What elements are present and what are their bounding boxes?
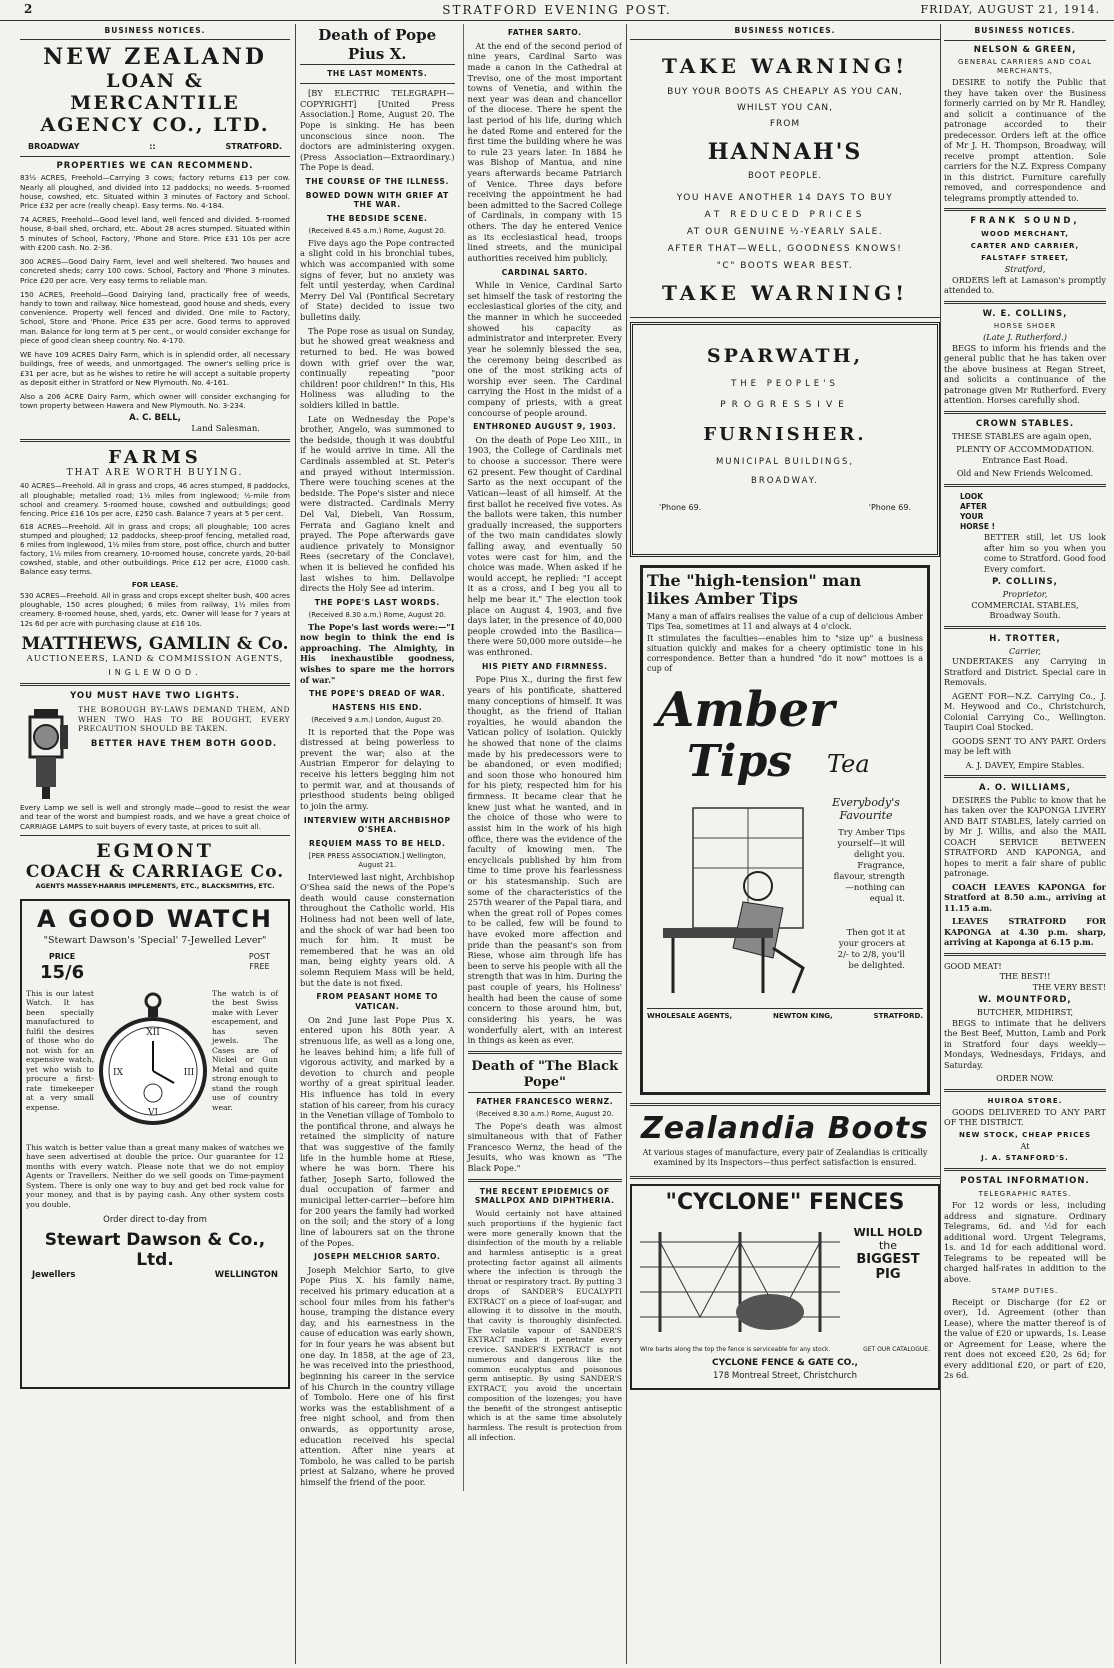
postal-sub: TELEGRAPHIC RATES. [978,1190,1072,1199]
notice-sub: WOOD MERCHANT, [981,230,1069,239]
sparwath-name: SPARWATH, [706,345,864,368]
story-subhead: FATHER SARTO. [507,28,582,37]
footer-left: WHOLESALE AGENTS, [647,1011,733,1020]
notice-line: COMMERCIAL STABLES, [971,599,1079,610]
sparwath-phones [639,503,931,513]
amber-try: Try Amber Tips yourself—it will delight you. Fragrance, flavour, strength—nothing can equal it. [833,827,905,905]
sale-line: "C" BOOTS WEAR BEST. [716,260,854,271]
section-heading: BUSINESS NOTICES. [974,26,1076,35]
postal-heading: POSTAL INFORMATION. [960,1176,1090,1187]
svg-text:XII: XII [146,1027,160,1038]
amber-text: It stimulates the faculties—enables him to "size up" a business situation quickly and makes for a cheery optimistic tone in his correspondence. Better than a hundred "do it now" mottoes is a cup of [647,633,923,673]
story-subhead: INTERVIEW WITH ARCHBISHOP O'SHEA. [303,815,451,835]
ad-subheading: PROPERTIES WE CAN RECOMMEND. [56,161,254,172]
amber-text: Many a man of affairs realises the value of a cup of delicious Amber Tips Tea, sometimes at 11 and always at 4 o'clock. [647,611,923,631]
notice-body: DESIRES the Public to know that he has taken over the KAPONGA LIVERY AND BAIT STABLES, lately carried on by Mr J. Willis, and also the MAIL COACH SERVICE BETWEEN STRATFORD AND KAPONGA, and hopes to merit a fair share of public patronage. [944,794,1106,879]
farm-item: 40 ACRES—Freehold. All in grass and crops, 46 acres stumped, 8 paddocks, all ploughable; metalled road; 1½ miles from Inglewood; ½-mile from school and creamery. 5-roomed house, cowshed and outbuildings; good fencing. Price £16 10s per acre, £250 cash. Balance 7 years at 5 per cent. [20,481,290,518]
divider [468,1179,623,1182]
notice-line: ORDER NOW. [996,1073,1054,1084]
amber-illustration-area [647,678,923,1008]
column-3-ads [630,24,940,1664]
story-subhead: THE POPE'S DREAD OF WAR. [309,689,446,699]
story-dateline: (Received 8.45 a.m.) Rome, August 20. [308,226,446,235]
divider [944,484,1106,487]
story-paragraph: The Pope rose as usual on Sunday, but he showed great weakness and returned to bed. He was bowed down with grief over the war, continually repeating "poor children! poor children!" In this, His Holiness was alluding to the soldiers killed in battle. [300,325,455,410]
divider [944,1089,1106,1092]
notice-line: Carrier, [1008,645,1042,656]
story-dateline: [PER PRESS ASSOCIATION.] Wellington, August 21. [308,851,446,869]
ad-subtitle: THAT ARE WORTH BUYING. [66,468,244,479]
story-subhead: THE COURSE OF THE ILLNESS. [305,176,449,186]
story-paragraph: Would certainly not have attained such proportions if the hygienic fact were more generally known that the disinfection of the mouth by a reliable and harmless antiseptic is a great protecting factor against all ailments where the infection is through the throat or respiratory tract. By putting 3 drops of SANDER'S EUCALYPTI EXTRACT on a piece of loaf-sugar, and allowing it to dissolve in the mouth, that cavity is thoroughly disinfected. The volatile vapour of SANDER'S EXTRACT makes it penetrate every crevice. SANDER'S EXTRACT is not numerous and dangerous like the common eucalyptus and poisonous germ antiseptic. By using SANDER'S EXTRACT, you avoid the uncertain composition of the lozenges; you have the benefit of the strongest antiseptic which is at the same time absolutely harmless. The result is protection from all infection. [467,1209,622,1442]
free-label: FREE [249,961,270,971]
notice-line: THE VERY BEST! [1032,981,1106,992]
divider [20,156,290,157]
look-line: AFTER [960,501,987,511]
notice-line: J. A. STANFORD'S. [981,1154,1069,1163]
notice-sub: HORSE SHOER [993,322,1057,331]
amber-headline-line: likes Amber Tips [647,589,798,609]
notice-line: THE BEST!! [999,971,1051,982]
sparwath-line: MUNICIPAL BUILDINGS, [715,456,855,467]
notice-name: CROWN STABLES. [975,418,1075,429]
notice-body: DESIRE to notify the Public that they have taken over the Business formerly carried on by Mr R. Handley, and solicit a continuance of the patronage accorded to their predecessor. Orders left at the office of Mr J. H. Thompson, Broadway, will receive prompt attention. Sole carriers for the N.Z. Express Company in this district. Furniture carefully removed, and correspondence and telegrams promptly attended to. [944,77,1106,203]
story-subhead: THE LAST MOMENTS. [327,69,428,79]
notice-body: THESE STABLES are again open, [952,430,1092,441]
story-subhead: THE BEDSIDE SCENE. [326,214,428,224]
ad-title-line: AGENCY CO., LTD. [40,114,270,136]
divider [20,39,290,40]
notice-line: Entrance East Road. [982,454,1068,465]
slogan-line: the [878,1238,898,1252]
phone-right: 'Phone 69. [868,502,911,512]
sale-line: AT OUR GENUINE ½-YEARLY SALE. [686,226,884,237]
notice-sub: (Late J. Rutherford.) [983,332,1067,343]
farms-ad [20,447,290,627]
warn-line: WHILST YOU CAN, [737,103,833,114]
warn-title-2: TAKE WARNING! [662,281,908,306]
story-subhead: BOWED DOWN WITH GRIEF AT THE WAR. [305,190,449,210]
cyclone-address: 178 Montreal Street, Christchurch [713,1370,857,1381]
cyclone-note: Wire barbs along the top the fence is serviceable for any stock. [640,1345,831,1353]
story-headline: Death of "The Black Pope" [468,1059,623,1093]
ad-address [28,142,282,152]
hannahs-name: HANNAH'S [707,138,863,165]
fav-line: Favourite [839,808,893,822]
property-item: 300 ACRES—Good Dairy Farm, level and well sheltered. Two houses and concreted sheds; carry 100 cows. School, Factory and 'Phone 3 minutes. Price £20 per acre. Very easy terms to reliable man. [20,257,290,285]
zealandia-ad [630,1111,940,1171]
divider [944,1168,1106,1171]
matthews-sub: AUCTIONEERS, LAND & COMMISSION AGENTS, [26,653,284,664]
watch-body-text: This watch is better value than a great many makes of watches we have seen advertised at double the price. Our guarantee for 12 months with every watch. Please note that we do not employ Agents or Travellers. Neither do we sell goods on Time-payment System. There is only one way to buy and get bed rock value for your money, and that is by paying cash. Any other system costs you double. [26,1142,284,1209]
notice-name: W. MOUNTFORD, [978,995,1072,1006]
jewellers-label: Jewellers [32,1270,76,1281]
egmont-sub: COACH & CARRIAGE Co. [25,862,285,883]
warn-title: TAKE WARNING! [662,54,908,78]
ad-title-line: LOAN & MERCANTILE [70,70,240,114]
pocket-watch-illustration [98,989,208,1139]
story-paragraph: Pope Pius X., during the first few years of his pontificate, shattered many conceptions of himself. It was thought, as the friend of Italian royalties, he would abandon the Vatican policy of isolation. Quickly he showed that none of the claims made by his predecessors were to be abandoned, or even modified; and soon those who honoured him for his piety, respected him for his firmness. It became clear that he knew just what he wanted, and in the choice of those who were to assist him in the work of his high office, there was the evidence of the faculty of knowing men. The encyclicals published by him from time to time prove his fearlessness or his statesmanship. Such are some of the characteristics of the 257th wearer of the Papal tiara, and when the great roll of Popes comes to be called, few will be found to have evoked more affection and pride than the peasant's son from Riese, whose aim through life has been to serve his people with all the strength that was in him. During the past couple of years, his Holiness' health had been the cause of some concern to those around him, but, considering his years, he was wonderfully alert, with an interest in things as keen as ever. [467,674,622,1046]
cyclone-firm: CYCLONE FENCE & GATE CO., [712,1357,858,1368]
notice-sub: Stratford, [1004,264,1046,275]
amber-footer [647,1008,923,1021]
lamps-text: THE BOROUGH BY-LAWS DEMAND THEM, AND WHEN TWO HAS TO BE BOUGHT, EVERY PRECAUTION SHOULD BE TAKEN. [78,705,290,733]
section-heading: BUSINESS NOTICES. [734,26,836,35]
ad-heading: YOU MUST HAVE TWO LIGHTS. [70,691,240,702]
story-paragraph: The Pope's last words were:—"I now begin to think the end is approaching. The Almighty, in His inexhaustible goodness, wishes to spare me the horrors of war." [300,621,455,685]
svg-text:III: III [183,1067,195,1078]
amber-brand-tips: Tips [687,735,792,787]
fav-line: Everybody's [832,795,900,809]
story-dateline: (Received 8.30 a.m.) Rome, August 20. [476,1109,614,1118]
divider [944,40,1106,41]
column-rule [295,24,296,1664]
column-1 [20,24,290,1664]
firm-town: WELLINGTON [214,1270,278,1281]
price-value: 15/6 [40,961,85,983]
property-item: Also a 206 ACRE Dairy Farm, which owner will consider exchanging for town property between Hawera and New Plymouth. No. 3-234. [20,391,290,411]
notice-body: GOODS SENT TO ANY PART. Orders may be left with [944,735,1106,757]
lamps-ad [20,691,290,891]
story-subhead: HASTENS HIS END. [332,702,423,712]
look-line: HORSE ! [960,522,995,532]
story-headline: Death of Pope Pius X. [300,26,455,65]
lamps-sub: BETTER HAVE THEM BOTH GOOD. [90,739,278,750]
story-subhead: REQUIEM MASS TO BE HELD. [309,838,446,848]
story-paragraph: Joseph Melchior Sarto, to give Pope Pius X. his family name, received his primary education at a school four miles from his father's house, tramping the distance every day, and his earnestness in the cause of education was early shown, for in four years he was absent but one day. In 1858, at the age of 23, he was received into the priesthood, beginning his career in the service of his Church in the country village of Tombolo. Here one of his first works was the establishment of a free night school, and from then onwards, as opportunity arose, education received his special attention. After nine years at Tombolo, he was called to be parish priest at Salzano, where he proved himself the friend of the poor. [300,1264,455,1488]
notice-body: GOODS DELIVERED TO ANY PART OF THE DISTRICT. [944,1106,1106,1128]
property-item: 150 ACRES, Freehold—Good Dairying land, practically free of weeds, handy to town and railway. Nice homestead, good house and sheds, every convenience. Property well fenced and divided. One mile to Factory, School, Store and 'Phone. Price £35 per acre. Good terms to approved man. Balance for long term at 5 per cent., or would consider exchange for piece of good clean sheep country. No. 4-170. [20,289,290,345]
story-subhead: THE RECENT EPIDEMICS OF SMALLPOX AND DIPHTHERIA. [474,1186,615,1206]
fence-illustration [640,1222,840,1342]
notice-name: P. COLLINS, [992,577,1058,588]
firm-footer [26,1270,284,1281]
ad-title: FARMS [108,447,202,469]
price-label: PRICE [48,951,76,961]
slogan-line: PIG [875,1266,901,1282]
signatory: A. C. BELL, [129,413,181,424]
notice-sub: FALSTAFF STREET, [981,254,1069,263]
divider [20,835,290,836]
divider [944,953,1106,956]
watch-left-text: This is our latest Watch. It has been specially manufactured to fulfil the desires of those who do not wish for an expensive watch, yet who wish to procure a first-rate timekeeper at a very small expense. [26,988,94,1112]
story-dateline: (Received 8.30 a.m.) Rome, August 20. [308,610,446,619]
carriage-lamp-illustration [20,705,72,801]
notice-name: A. O. WILLIAMS, [978,783,1072,794]
look-block [944,492,1106,533]
amber-get: Then got it at your grocers at 2/- to 2/8, you'll be delighted. [837,927,905,971]
notice-line: Broadway South. [989,610,1061,621]
look-line: LOOK [960,491,984,501]
zealandia-title: Zealandia Boots [641,1111,929,1147]
amber-favourite [827,796,905,822]
egmont-title: EGMONT [96,840,214,863]
divider [944,208,1106,211]
warn-text [630,84,940,133]
post-label: POST [248,951,270,961]
story-paragraph: The Pope's death was almost simultaneous with that of Father Francesco Wernz, the head of the Jesuits, who was known as "The Black Pope." [467,1120,622,1174]
divider [20,683,290,686]
news-subcolumn-a [300,24,455,1491]
sale-line: AT REDUCED PRICES [704,209,866,220]
matthews-name: MATTHEWS, GAMLIN & Co. [21,633,289,654]
sparwath-line: PROGRESSIVE [720,400,850,411]
slogan-line: BIGGEST [856,1251,920,1267]
farm-list [20,481,290,627]
masthead [0,0,1114,21]
signatory-title: Land Salesman. [191,424,260,435]
cyclone-slogan [848,1226,928,1282]
divider [300,83,455,84]
story-paragraph: It is reported that the Pope was distressed at being powerless to prevent the war; also at the Austrian Emperor for delaying to receive his letters begging him not to permit war, and at thousands of priesthood students being obliged to join the army. [300,726,455,811]
property-item: WE have 109 ACRES Dairy Farm, which is in splendid order, all necessary buildings, free of weeds, and unmortgaged. The owner's selling price is £31 per acre, but as he wishes to retire he will accept a suitable property as deposit either in Stratford or New Plymouth. No. 4-161. [20,350,290,387]
sale-text [630,190,940,275]
notice-body: Receipt or Discharge (for £2 or over), 1d. Agreement (other than Lease), where the matter thereof is of the value of £20 or upwards, 1s. Lease or Agreement for Lease, where the rent does not exceed £20, 2s 6d; for every additional £20, or part of £20, 2s 6d. [944,1296,1106,1381]
hannahs-ad [630,44,940,313]
notice-line: At [1020,1140,1030,1151]
story-subhead: HIS PIETY AND FIRMNESS. [481,661,608,671]
notice-body: For 12 words or less, including address and signature. Ordinary Telegrams, 6d. and ½d for each additional word. Urgent Telegrams, 1s. and 1d for each additional word. Telegrams to be repeated will be charged half-rates in addition to the above. [944,1200,1106,1284]
svg-text:VI: VI [147,1107,159,1118]
column-rule [626,24,627,1664]
egmont-agents: AGENTS MASSEY-HARRIS IMPLEMENTS, ETC., BLACKSMITHS, ETC. [35,882,275,891]
column-2-news [300,24,622,1664]
amber-headline-line: The "high-tension" man [647,571,862,591]
story-subhead: FATHER FRANCESCO WERNZ. [476,1096,614,1106]
notice-body: BEGS to inform his friends and the general public that he has taken over the above business at Regan Street, and solicits a continuance of the patronage given Mr Rutherford. Every attention. Horses carefully shod. [944,342,1106,406]
story-paragraph: [BY ELECTRIC TELEGRAPH—COPYRIGHT] [United Press Association.] Rome, August 20. The Pope is sinking. He has been unconscious since noon. The doctors are administering oxygen. (Press Association—Extraordinary.) The Pope is dead. [300,88,455,173]
notice-body: BEGS to intimate that he delivers the Best Beef, Mutton, Lamb and Pork in Stratford four days weekly—Mondays, Wednesdays, Fridays, and Saturday. [944,1017,1106,1070]
look-line: YOUR [960,512,984,522]
story-paragraph: Late on Wednesday the Pope's brother, Angelo, was summoned to the bedside, though it was doubtful if he would arrive in time. All the Cardinals assembled at St. Peter's and prayed without intermission. There were touching scenes at the bedside. The Pope's sister and niece were distracted. Cardinals Merry Del Val, Diebeli, Van Rossum, Ferrata and Gagiano knelt and prayed. The Pope afterwards gave audience privately to Monsignor Rees (secretary of the Conclave), when it is believed he confided his last wishes to him. Dellavolpe directs the Holy See ad interim. [300,413,455,594]
hannahs-sub: BOOT PEOPLE. [747,170,823,181]
notice-body: BETTER still, let US look after him so you when you come to Stratford. Good food Every comfort. [984,532,1106,574]
notice-name: W. E. COLLINS, [982,308,1068,319]
amber-brand: Amber [657,681,835,738]
story-dateline: (Received 9 a.m.) London, August 20. [311,715,444,724]
warn-line: BUY YOUR BOOTS AS CHEAPLY AS YOU CAN, [667,87,903,97]
notice-line: Proprietor, [1002,589,1048,600]
story-paragraph: While in Venice, Cardinal Sarto set himself the task of restoring the ecclesiastical glories of the city, and the manner in which he succeeded showed his capacity as administrator and interpreter. Every year he solemnly blessed the sea, the ceremony being described as one of the most striking acts of worship ever seen. The Cardinal carrying the Host in the midst of a company of priests, with a great concourse of people around. [467,280,622,418]
story-subhead: ENTHRONED AUGUST 9, 1903. [473,422,617,432]
watch-ad [20,899,290,1389]
address-left: BROADWAY [28,142,80,151]
news-subcolumn-b [463,24,623,1491]
notice-line: GOOD MEAT! [944,960,1002,971]
notice-name: NELSON & GREEN, [973,44,1077,55]
divider [944,775,1106,778]
watch-title: A GOOD WATCH [37,904,273,933]
sparwath-furnisher: FURNISHER. [703,423,867,445]
man-at-desk-illustration [653,798,823,998]
lease-heading: FOR LEASE. [131,580,179,590]
sparwath-line: BROADWAY. [751,475,819,486]
footer-right: STRATFORD. [873,1011,923,1020]
property-list [20,173,290,410]
stewart-dawson: Stewart Dawson & Co., Ltd. [44,1230,266,1271]
property-item: 83½ ACRES, Freehold—Carrying 3 cows; factory returns £13 per cow. Nearly all ploughed, and divided into 12 paddocks; no weeds. 5-roomed house, cowshed, etc. Situated within 3 minutes of Factory and School. Price £32 per acre (really cheap). Easy terms. No. 4-184. [20,173,290,211]
cyclone-title: "CYCLONE" FENCES [665,1189,905,1215]
notice-name: FRANK SOUND, [970,216,1080,227]
sparwath-line: THE PEOPLE'S [731,379,839,390]
price-row [26,952,284,983]
story-paragraph: On the death of Pope Leo XIII., in 1903, the College of Cardinals met to choose a successor. There were 62 present. Few thought of Cardinal Sarto as the next occupant of the Vatican—least of all himself. At the first ballot he received five votes. As the ballots were taken, this number gradually increased, the supporters of the two main candidates slowly falling away, and eventually 50 votes were cast for him, and the choice was made. When asked if he would accept, he replied: "I accept it as a cross, and I beg you all to help me bear it." The election took place on August 4, 1903, and five days later, in the presence of 40,000 people crowded into the Basilica—there were 50,000 more outside—he was enthroned. [467,434,622,658]
notice-sub: CARTER AND CARRIER, [970,242,1080,251]
newspaper-title: STRATFORD EVENING POST. [442,3,672,17]
notice-body: COACH LEAVES KAPONGA for Stratford at 8.50 a.m., arriving at 11.15 a.m. [944,881,1106,913]
notice-line: Old and New Friends Welcomed. [956,468,1094,479]
farm-item: 618 ACRES—Freehold. All in grass and crops; all ploughable; 100 acres stumped and ploughed; 12 paddocks, sheep-proof fencing, metalled road, 6 miles from Inglewood, 1½ miles from store, post office, church and butter factory, 1½ miles from creamery. 10-roomed house, concrete yards, 20-bail cowshed, stable, and other outbuildings. Price £12 per acre, £1000 cash. Balance easy terms. [20,521,290,577]
phone-left: 'Phone 69. [659,502,702,512]
divider [468,1051,623,1054]
divider [630,1103,940,1106]
cyclone-ad [630,1184,940,1390]
column-4-notices [944,24,1106,1664]
sparwath-ad [630,322,940,557]
sale-line: YOU HAVE ANOTHER 14 DAYS TO BUY [676,192,894,203]
order-line: Order direct to-day from [103,1215,207,1226]
story-paragraph: Five days ago the Pope contracted a slight cold in his bronchial tubes, which was accompanied with some signs of fever, but no anxiety was felt until yesterday, when Cardinal Merry Del Val (Pontifical Secretary of State) decided to issue two bulletins daily. [300,237,455,323]
column-rule [940,24,941,1664]
svg-text:IX: IX [113,1067,123,1078]
amber-headline [647,572,923,609]
zealandia-text: At various stages of manufacture, every pair of Zealandias is critically examined by its Inspectors—thus perfect satisfaction is ensured. [642,1148,928,1168]
divider [630,317,940,318]
notice-line: A. J. DAVEY, Empire Stables. [965,759,1085,770]
footer-mid: NEWTON KING, [773,1011,833,1020]
notice-line: BUTCHER, MIDHIRST, [976,1007,1074,1018]
notice-body: UNDERTAKES any Carrying in Stratford and District. Special care in Removals. [944,656,1106,688]
watch-sub: "Stewart Dawson's 'Special' 7-Jewelled Lever" [43,934,267,946]
watch-body [26,989,284,1139]
story-subhead: THE POPE'S LAST WORDS. [314,597,440,607]
cyclone-catalogue: GET OUR CATALOGUE. [863,1345,930,1353]
amber-tea: Tea [827,749,870,778]
address-sep: :: [149,142,156,151]
story-paragraph: On 2nd June last Pope Pius X. entered upon his 80th year. A strenuous life, as well as a long one, he leaves behind him; a life full of vigorous activity, and marked by a devotion to church and people worthy of a great spiritual leader. His influence has told in every station of his career, from his curacy in the Venetian village of Tombolo to the pontifical throne, and always he retained the simplicity of nature that was suggestive of the family life in the humble home at Riese, where he was born. There his father, Joseph Sarto, followed the dual occupation of farmer and municipal letter-carrier—before him for 200 years the family had worked on the soil; and the story of a long line of labourers sat on the throne of the Popes. [300,1014,455,1248]
divider [944,301,1106,304]
sale-line: AFTER THAT—WELL, GOODNESS KNOWS! [667,243,903,254]
notice-sub: GENERAL CARRIERS AND COAL MERCHANTS, [957,58,1093,76]
slogan-line: WILL HOLD [853,1225,923,1239]
notice-name: HUIROA STORE. [987,1096,1063,1105]
divider [944,411,1106,414]
cyclone-notes [640,1346,930,1354]
nz-loan-ad [20,44,290,434]
farm-item: 530 ACRES—Freehold. All in grass and crops except shelter bush, 400 acres ploughable, 150 acres ploughed; 6 miles from railway, 1½ miles from creamery. 8-roomed house, shed, yards, etc. Owner will lease for 7 years at 12s 6d per acre with purchasing clause at £16 10s. [20,591,290,628]
address-right: STRATFORD. [225,142,282,151]
page-number: 2 [24,2,33,16]
story-paragraph: Interviewed last night, Archbishop O'Shea said the news of the Pope's death would cause consternation throughout the Catholic world. His Holiness had not been well of late, and the shock of war had been too much for him. It must be remembered that he was an old man, being eighty years old. A solemn Requiem Mass will be held, but the date is not fixed. [300,871,455,988]
amber-tips-ad [640,565,930,1095]
ad-title-line: NEW ZEALAND [43,44,267,70]
story-subhead: CARDINAL SARTO. [501,267,588,277]
story-subhead: FROM PEASANT HOME TO VATICAN. [316,992,439,1011]
divider [944,626,1106,629]
lamps-body: Every Lamp we sell is well and strongly made—good to resist the wear and tear of the worst and bumpiest roads, and we have a great choice of CARRIAGE LAMPS to suit buyers of every taste, at prices to suit all. [20,803,290,831]
story-paragraph: At the end of the second period of nine years, Cardinal Sarto was made a canon in the Cathedral at Treviso, one of the most important towns of Venetia, and within the next year was dean and chancellor of the diocese. There he spent the last period of his life, during which he dated Rome and entered for the first time the building where he was to rule 23 years later. In 1884 he was Bishop of Mantua, and nine years afterwards became Patriarch of Venice. Three days before receiving the appointment he had been admitted to the Sacred College of Cardinals, in company with 15 others. The day he entered Venice as its ecclesiastical head, troops lined streets, and the municipal authorities received him publicly. [467,40,622,263]
divider [20,439,290,442]
warn-line: FROM [769,119,801,130]
notice-body: AGENT FOR—N.Z. Carrying Co., J. M. Heywood and Co., Christchurch, Colonial Carrying Co., Wellington. Taupiri Coal Stocked. [944,690,1106,733]
notice-name: H. TROTTER, [989,633,1061,644]
property-item: 74 ACRES, Freehold—Good level land, well fenced and divided. 5-roomed house, 8-bail shed, orchard, etc. About 28 acres stumped. Situated within 5 minutes of School, Factory, 'Phone and Store. Price £31 10s per acre with £200 cash. No. 2-36. [20,215,290,252]
matthews-town: INGLEWOOD. [108,667,202,677]
divider [630,1176,940,1179]
notice-body: ORDERS left at Lamason's promptly attended to. [944,274,1106,296]
notice-line: NEW STOCK, CHEAP PRICES [958,1130,1092,1139]
watch-right-text: The watch is of the best Swiss make with Lever escapement, and has seven jewels. The Cases are of Nickel or Gun Metal and quite strong enough to stand the rough use of country wear. [212,988,278,1112]
postal-sub: STAMP DUTIES. [991,1287,1059,1295]
story-subhead: JOSEPH MELCHIOR SARTO. [314,1252,441,1262]
divider [630,39,940,40]
section-heading: BUSINESS NOTICES. [104,26,206,35]
issue-date: FRIDAY, AUGUST 21, 1914. [920,3,1100,16]
notice-line: PLENTY OF ACCOMMODATION. [956,444,1094,455]
notice-body: LEAVES STRATFORD FOR KAPONGA at 4.30 p.m. sharp, arriving at Kaponga at 6.15 p.m. [944,916,1106,948]
